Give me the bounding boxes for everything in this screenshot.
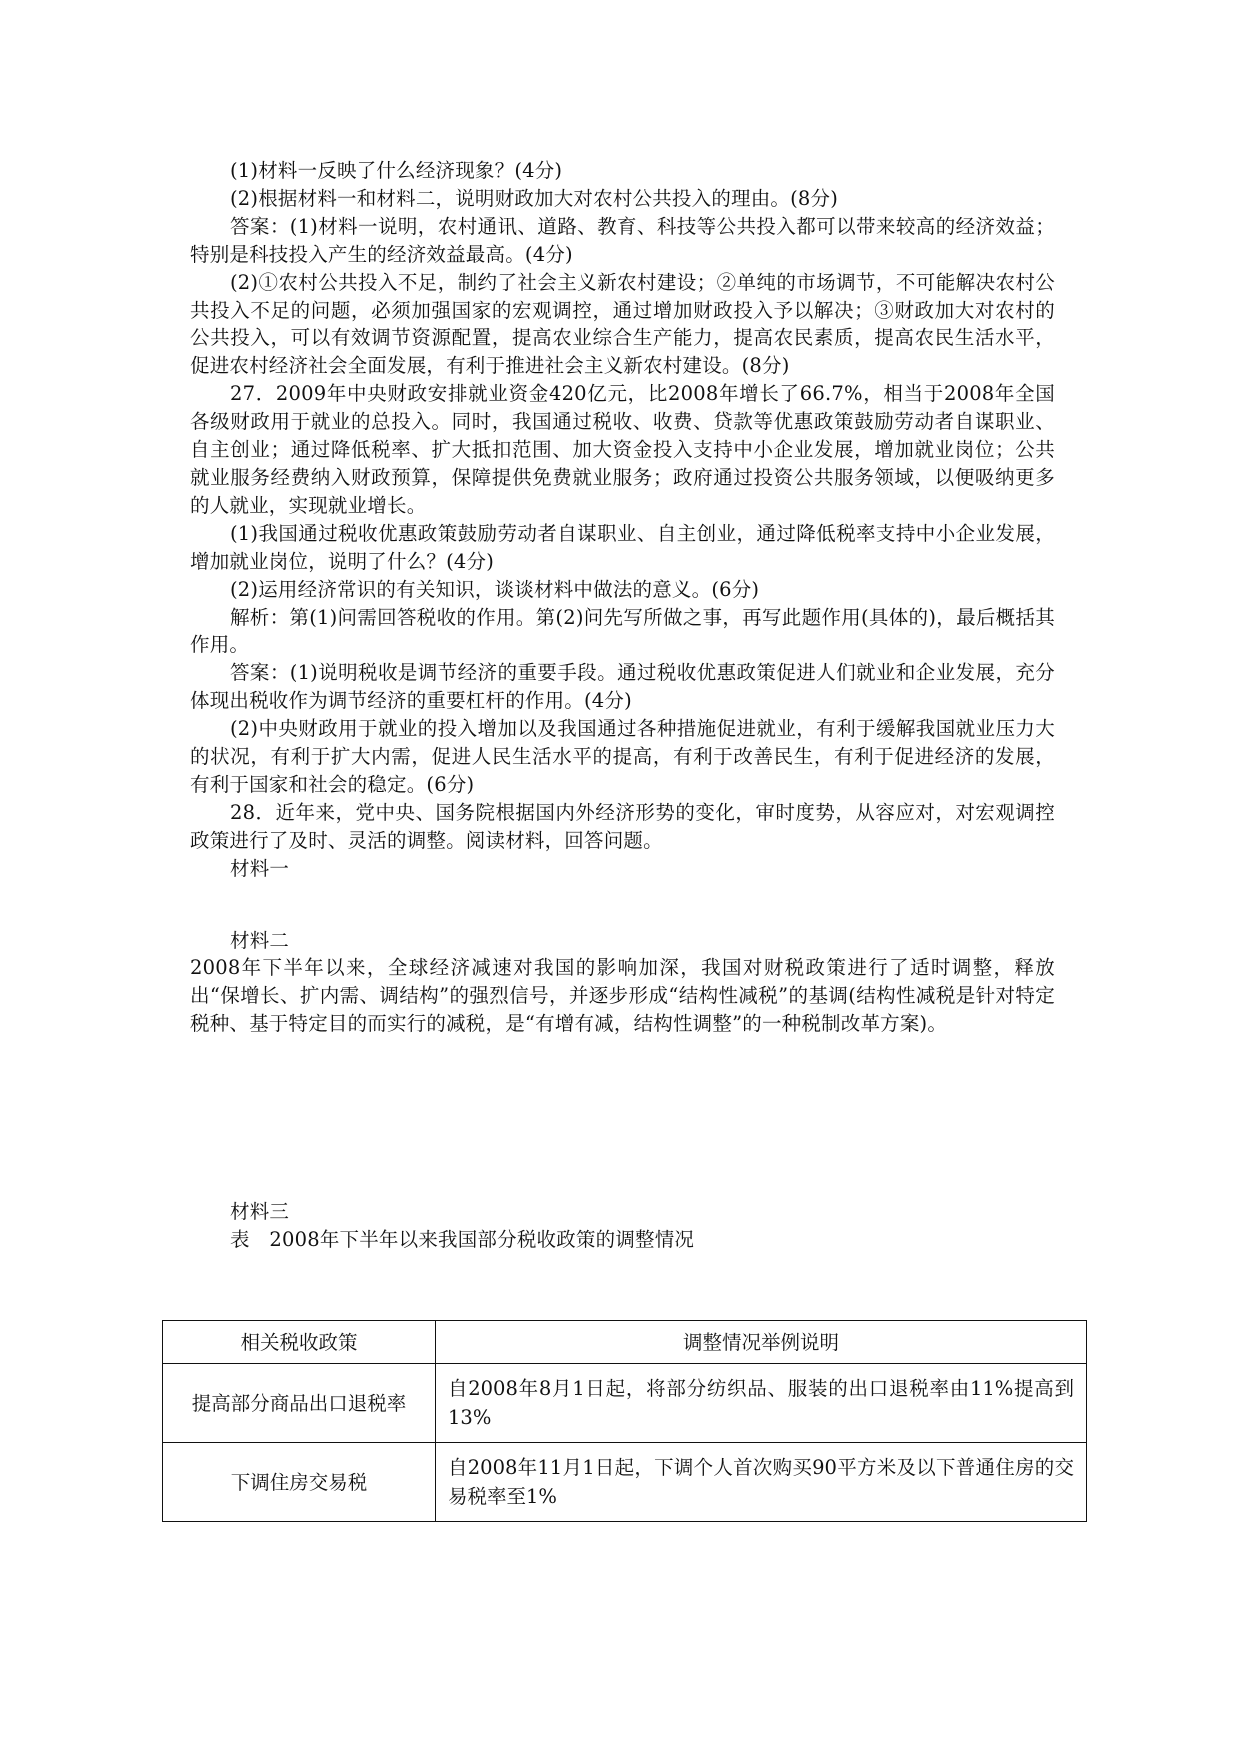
answer-1: 答案：(1)材料一说明，农村通讯、道路、教育、科技等公共投入都可以带来较高的经济效益；特别是科技投入产生的经济效益最高。(4分) bbox=[190, 214, 1055, 266]
material-3-heading: 材料三 bbox=[230, 1200, 290, 1224]
question-27-part-1: (1)我国通过税收优惠政策鼓励劳动者自谋职业、自主创业，通过降低税率支持中小企业发展，增加就业岗位，说明了什么？(4分) bbox=[190, 521, 1055, 573]
question-2-prompt: (2)根据材料一和材料二，说明财政加大对农村公共投入的理由。(8分) bbox=[230, 186, 839, 210]
question-28-stem: 28．近年来，党中央、国务院根据国内外经济形势的变化，审时度势，从容应对，对宏观调控政策进行了及时、灵活的调整。阅读材料，回答问题。 bbox=[190, 800, 1055, 852]
blank-space bbox=[190, 1038, 1055, 1198]
table-cell-detail: 自2008年8月1日起，将部分纺织品、服装的出口退税率由11%提高到13% bbox=[436, 1364, 1087, 1443]
material-1-blank-space bbox=[190, 883, 1055, 927]
table-header-policy: 相关税收政策 bbox=[163, 1321, 436, 1364]
tax-policy-table bbox=[162, 1320, 1087, 1522]
material-1-heading: 材料一 bbox=[230, 856, 290, 880]
table-header-row bbox=[163, 1321, 1087, 1364]
table-row bbox=[163, 1364, 1087, 1443]
table-cell-policy: 提高部分商品出口退税率 bbox=[163, 1364, 436, 1443]
question-1-prompt: (1)材料一反映了什么经济现象？(4分) bbox=[230, 159, 563, 182]
material-2-body: 2008年下半年以来，全球经济减速对我国的影响加深，我国对财税政策进行了适时调整，释放出“保增长、扩内需、调结构”的强烈信号，并逐步形成“结构性减税”的基调(结构性减税是针对特定税种、基于特定目的而实行的减税，是“有增有减，结构性调整”的一种税制改革方案)。 bbox=[190, 956, 1055, 1036]
question-27-stem: 27．2009年中央财政安排就业资金420亿元，比2008年增长了66.7%，相当于2008年全国各级财政用于就业的总投入。同时，我国通过税收、收费、贷款等优惠政策鼓励劳动者自谋职业、自主创业；通过降低税率、扩大抵扣范围、加大资金投入支持中小企业发展，增加就业岗位；公共就业服务经费纳入财政预算，保障提供免费就业服务；政府通过投资公共服务领域，以便吸纳更多的人就业，实现就业增长。 bbox=[190, 382, 1055, 517]
answer-2: (2)①农村公共投入不足，制约了社会主义新农村建设；②单纯的市场调节，不可能解决农村公共投入不足的问题，必须加强国家的宏观调控，通过增加财政投入予以解决；③财政加大对农村的公共投入，可以有效调节资源配置，提高农业综合生产能力，提高农民素质，提高农民生活水平，促进农村经济社会全面发展，有利于推进社会主义新农村建设。(8分) bbox=[190, 270, 1055, 378]
document-body bbox=[190, 157, 1055, 1254]
table-cell-detail: 自2008年11月1日起，下调个人首次购买90平方米及以下普通住房的交易税率至1% bbox=[436, 1443, 1087, 1522]
question-27-analysis: 解析：第(1)问需回答税收的作用。第(2)问先写所做之事，再写此题作用(具体的)，最后概括其作用。 bbox=[190, 605, 1055, 657]
question-27-answer-1: 答案：(1)说明税收是调节经济的重要手段。通过税收优惠政策促进人们就业和企业发展，充分体现出税收作为调节经济的重要杠杆的作用。(4分) bbox=[190, 661, 1055, 713]
tax-policy-table-container bbox=[162, 1320, 1087, 1522]
table-caption: 表 2008年下半年以来我国部分税收政策的调整情况 bbox=[230, 1228, 695, 1252]
material-2-heading: 材料二 bbox=[230, 928, 290, 952]
question-27-part-2: (2)运用经济常识的有关知识，谈谈材料中做法的意义。(6分) bbox=[230, 577, 760, 601]
table-cell-policy: 下调住房交易税 bbox=[163, 1443, 436, 1522]
table-header-detail: 调整情况举例说明 bbox=[436, 1321, 1087, 1364]
question-27-answer-2: (2)中央财政用于就业的投入增加以及我国通过各种措施促进就业，有利于缓解我国就业压力大的状况，有利于扩大内需，促进人民生活水平的提高，有利于改善民生，有利于促进经济的发展，有利于国家和社会的稳定。(6分) bbox=[190, 717, 1055, 796]
table-row bbox=[163, 1443, 1087, 1522]
